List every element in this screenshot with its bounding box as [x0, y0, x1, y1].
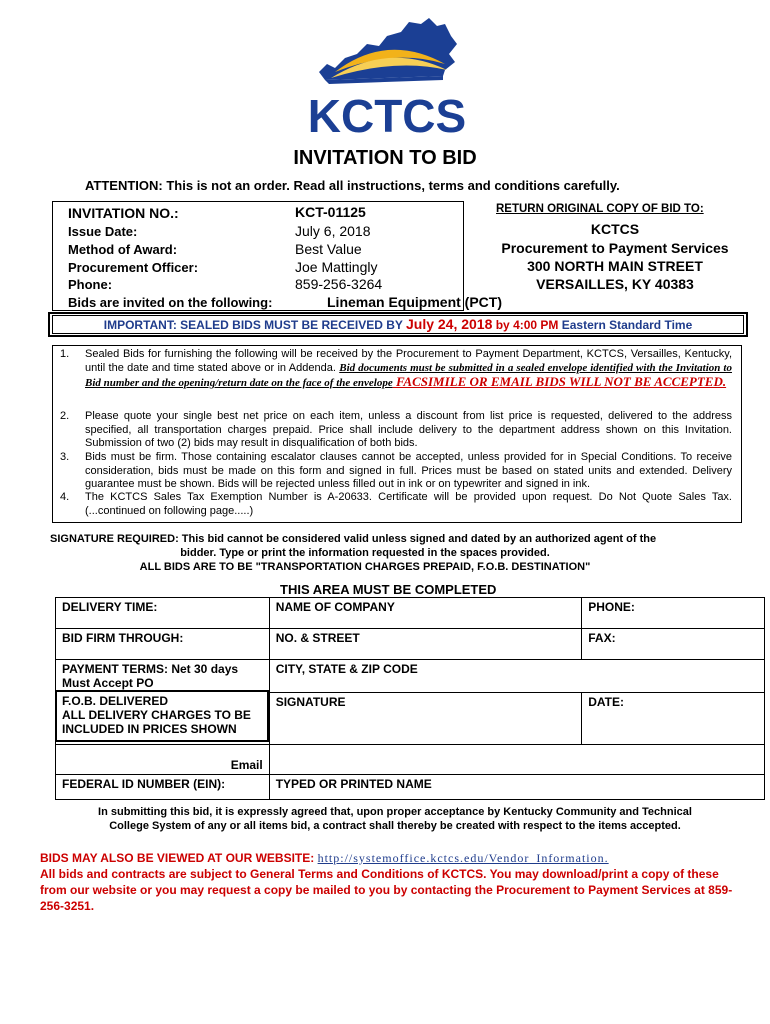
website-notice: BIDS MAY ALSO BE VIEWED AT OUR WEBSITE: http://systemoffice.kctcs.edu/Vendor_Information. All bids and contracts are subject to General Terms and Conditions of KCTCS. You may download/print a copy of these from our website or you may request a copy be mailed to you by contacting the Procurement to Payment Services at 859-256-3251.: [40, 851, 733, 913]
fob-highlight-box: [55, 690, 269, 742]
phone-field[interactable]: PHONE:: [582, 598, 765, 629]
submission-agreement: In submitting this bid, it is expressly agreed that, upon proper acceptance by Kentucky Community and Technical College System of any or all items bid, a contract shall thereby be created with respect to the items accepted.: [98, 806, 692, 832]
logo-wordmark: KCTCS: [307, 90, 467, 139]
vendor-info-link[interactable]: http://systemoffice.kctcs.edu/Vendor_Information.: [317, 851, 609, 865]
bid-firm-field[interactable]: BID FIRM THROUGH:: [56, 629, 270, 660]
attention-notice: ATTENTION: This is not an order. Read all instructions, terms and conditions carefully.: [85, 178, 620, 193]
procurement-officer-value: Joe Mattingly: [295, 259, 378, 275]
phone-value: 859-256-3264: [295, 276, 383, 292]
return-to-heading: RETURN ORIGINAL COPY OF BID TO:: [496, 203, 704, 215]
return-to-line: Procurement to Payment Services: [501, 240, 729, 256]
invitation-no-label: INVITATION NO.:: [68, 205, 179, 221]
issue-date-label: Issue Date:: [68, 224, 138, 239]
kctcs-logo: [305, 14, 470, 139]
invitation-no-value: KCT-01125: [295, 204, 366, 220]
return-to-line: 300 NORTH MAIN STREET: [527, 258, 703, 274]
document-title: INVITATION TO BID: [293, 147, 477, 169]
email-label-cell: Email: [56, 744, 270, 774]
fax-field[interactable]: FAX:: [582, 629, 765, 660]
street-field[interactable]: NO. & STREET: [269, 629, 582, 660]
email-field[interactable]: [269, 744, 764, 774]
date-field[interactable]: DATE:: [582, 692, 765, 744]
company-name-field[interactable]: NAME OF COMPANY: [269, 598, 582, 629]
term-item: 4. The KCTCS Sales Tax Exemption Number is A-20633. Certificate will be provided upon request. Do Not Quote Sales Tax. (...continued on following page.....): [60, 491, 732, 517]
form-area-title: THIS AREA MUST BE COMPLETED: [280, 582, 497, 597]
signature-field[interactable]: SIGNATURE: [269, 692, 582, 744]
term-item: 3. Bids must be firm. Those containing escalator clauses cannot be accepted, unless provided for in Special Conditions. To receive consideration, bids must be made on this form and signed in full. Prices must be based on stated units and extended. Delivery guarantee must be shown. Bids will be rejected unless filled out in ink or on typewriter and signed in ink.: [60, 451, 732, 490]
city-state-zip-field[interactable]: CITY, STATE & ZIP CODE: [269, 660, 764, 693]
procurement-officer-label: Procurement Officer:: [68, 260, 199, 275]
return-to-line: VERSAILLES, KY 40383: [536, 276, 694, 292]
method-of-award-value: Best Value: [295, 241, 362, 257]
deadline-time: 4:00 PM: [513, 318, 559, 332]
bids-invited-value: Lineman Equipment (PCT): [327, 294, 502, 310]
term-item: 1. Sealed Bids for furnishing the following will be received by the Procurement to Payment Department, KCTCS, Versailles, Kentucky, until the date and time stated above or in Addenda. Bid documents must be submitted in a sealed envelope identified with the Invitation to Bid number and the opening/return date on the face of the envelope FACSIMILE OR EMAIL BIDS WILL NOT BE ACCEPTED.: [60, 348, 732, 389]
issue-date-value: July 6, 2018: [295, 223, 371, 239]
federal-id-field[interactable]: FEDERAL ID NUMBER (EIN):: [56, 774, 270, 799]
deadline-date: July 24, 2018: [405, 316, 493, 332]
kentucky-state-icon: [319, 18, 457, 80]
delivery-time-field[interactable]: DELIVERY TIME:: [56, 598, 270, 629]
term-item: 2. Please quote your single best net price on each item, unless a discount from list price is requested, delivered to the address specified, all transportation charges prepaid. Price shall include delivery to the department address shown on this Invitation. Submission of two (2) bids may result in disqualification of both bids.: [60, 410, 732, 449]
payment-terms-cell: PAYMENT TERMS: Net 30 days Must Accept PO: [56, 660, 270, 693]
phone-label: Phone:: [68, 277, 113, 292]
important-deadline-text: IMPORTANT: SEALED BIDS MUST BE RECEIVED BY July 24, 2018 by 4:00 PM Eastern Standard Time: [103, 316, 693, 332]
bids-invited-label: Bids are invited on the following:: [68, 295, 273, 310]
fob-cell: F.O.B. DELIVERED ALL DELIVERY CHARGES TO BE INCLUDED IN PRICES SHOWN: [56, 692, 270, 744]
method-of-award-label: Method of Award:: [68, 242, 178, 257]
signature-required-notice: SIGNATURE REQUIRED: This bid cannot be considered valid unless signed and dated by an authorized agent of the bidder. Type or print the information requested in the spaces provided. ALL BIDS ARE TO BE "TRANSPORTATION CHARGES PREPAID, F.O.B. DESTINATION": [50, 533, 657, 573]
return-to-line: KCTCS: [590, 221, 640, 237]
typed-name-field[interactable]: TYPED OR PRINTED NAME: [269, 774, 764, 799]
